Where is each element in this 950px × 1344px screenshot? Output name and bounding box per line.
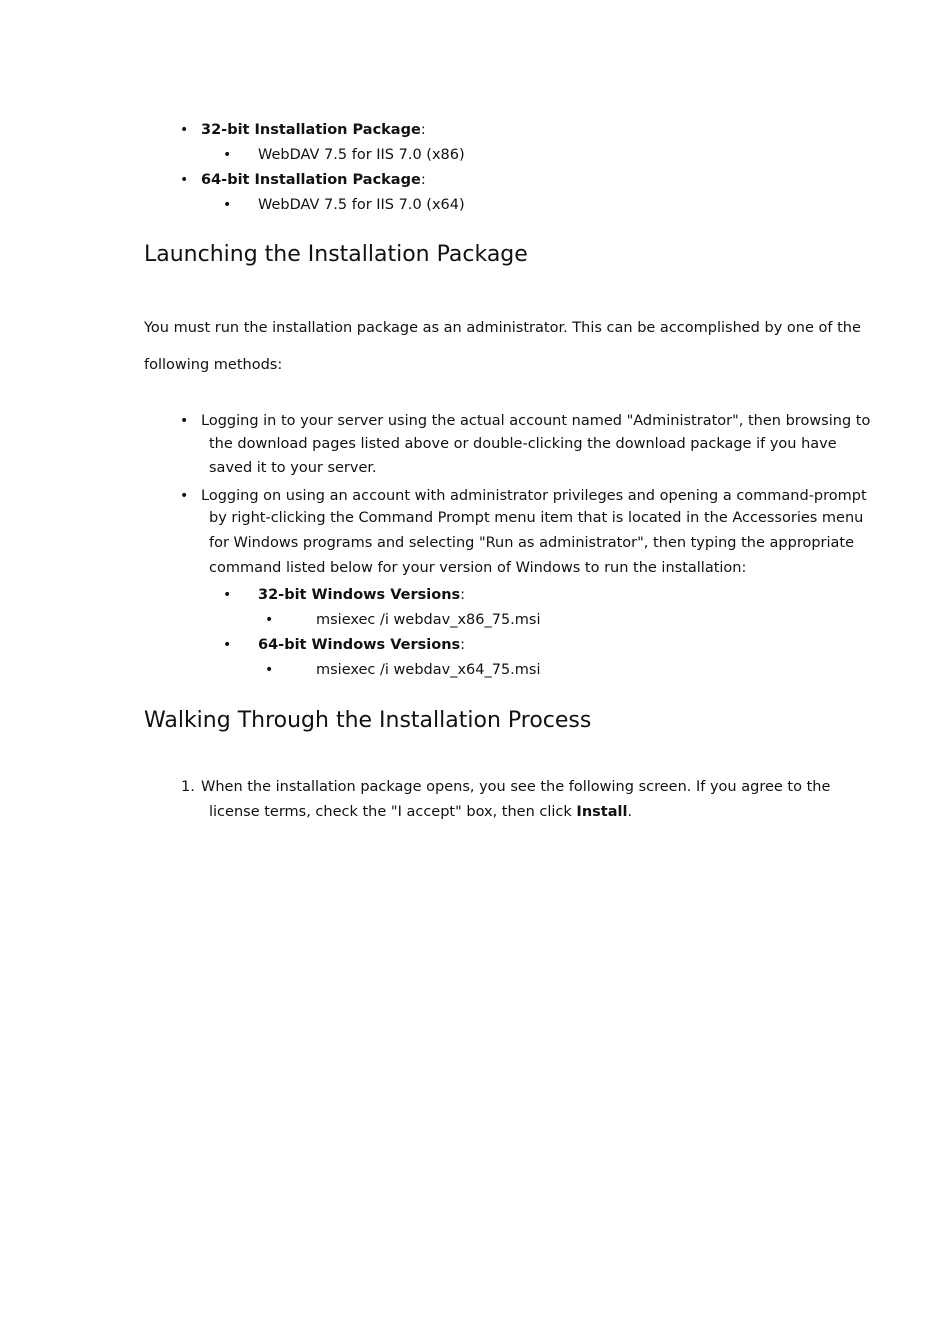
method2-line1: Logging on using an account with administrator privileges and opening a command-prompt: [201, 488, 867, 504]
win32-label: 32-bit Windows Versions: [258, 587, 461, 603]
method1-line3: saved it to your server.: [209, 460, 377, 476]
win64-item: 64-bit Windows Versions:: [258, 637, 466, 653]
bullet: •: [265, 662, 274, 678]
method2-line4: command listed below for your version of Windows to run the installation:: [209, 560, 747, 576]
walking-heading: Walking Through the Installation Process: [144, 708, 592, 733]
win32-item: 32-bit Windows Versions:: [258, 587, 466, 603]
step1-line2: license terms, check the "I accept" box, then click Install.: [209, 804, 633, 820]
package-label-64bit: 64-bit Installation Package: [201, 172, 421, 188]
package-sub-x86: WebDAV 7.5 for IIS 7.0 (x86): [258, 147, 465, 163]
package-label-32bit: 32-bit Installation Package: [201, 122, 421, 138]
package-item-64bit: 64-bit Installation Package:: [201, 172, 426, 188]
bullet: •: [180, 122, 189, 138]
method1-line1: Logging in to your server using the actual account named "Administrator", then browsing to: [201, 413, 871, 429]
bullet: •: [180, 488, 189, 504]
intro-line-2: following methods:: [144, 357, 283, 373]
bullet: •: [265, 612, 274, 628]
method2-line2: by right-clicking the Command Prompt menu item that is located in the Accessories menu: [209, 510, 864, 526]
bullet: •: [223, 637, 232, 653]
step-number: 1.: [181, 779, 195, 795]
package-sub-x64: WebDAV 7.5 for IIS 7.0 (x64): [258, 197, 465, 213]
package-item-32bit: 32-bit Installation Package:: [201, 122, 426, 138]
launching-heading: Launching the Installation Package: [144, 242, 528, 267]
bullet: •: [223, 587, 232, 603]
bullet: •: [180, 172, 189, 188]
method2-line3: for Windows programs and selecting "Run as administrator", then typing the appropriate: [209, 535, 855, 551]
bullet: •: [223, 147, 232, 163]
install-keyword: Install: [576, 804, 628, 820]
win32-command: msiexec /i webdav_x86_75.msi: [316, 612, 541, 628]
method1-line2: the download pages listed above or double-clicking the download package if you have: [209, 436, 837, 452]
win64-label: 64-bit Windows Versions: [258, 637, 461, 653]
bullet: •: [223, 197, 232, 213]
step1-line1: When the installation package opens, you see the following screen. If you agree to the: [201, 779, 831, 795]
intro-line-1: You must run the installation package as an administrator. This can be accomplished by one of the: [144, 320, 861, 336]
bullet: •: [180, 413, 189, 429]
win64-command: msiexec /i webdav_x64_75.msi: [316, 662, 541, 678]
